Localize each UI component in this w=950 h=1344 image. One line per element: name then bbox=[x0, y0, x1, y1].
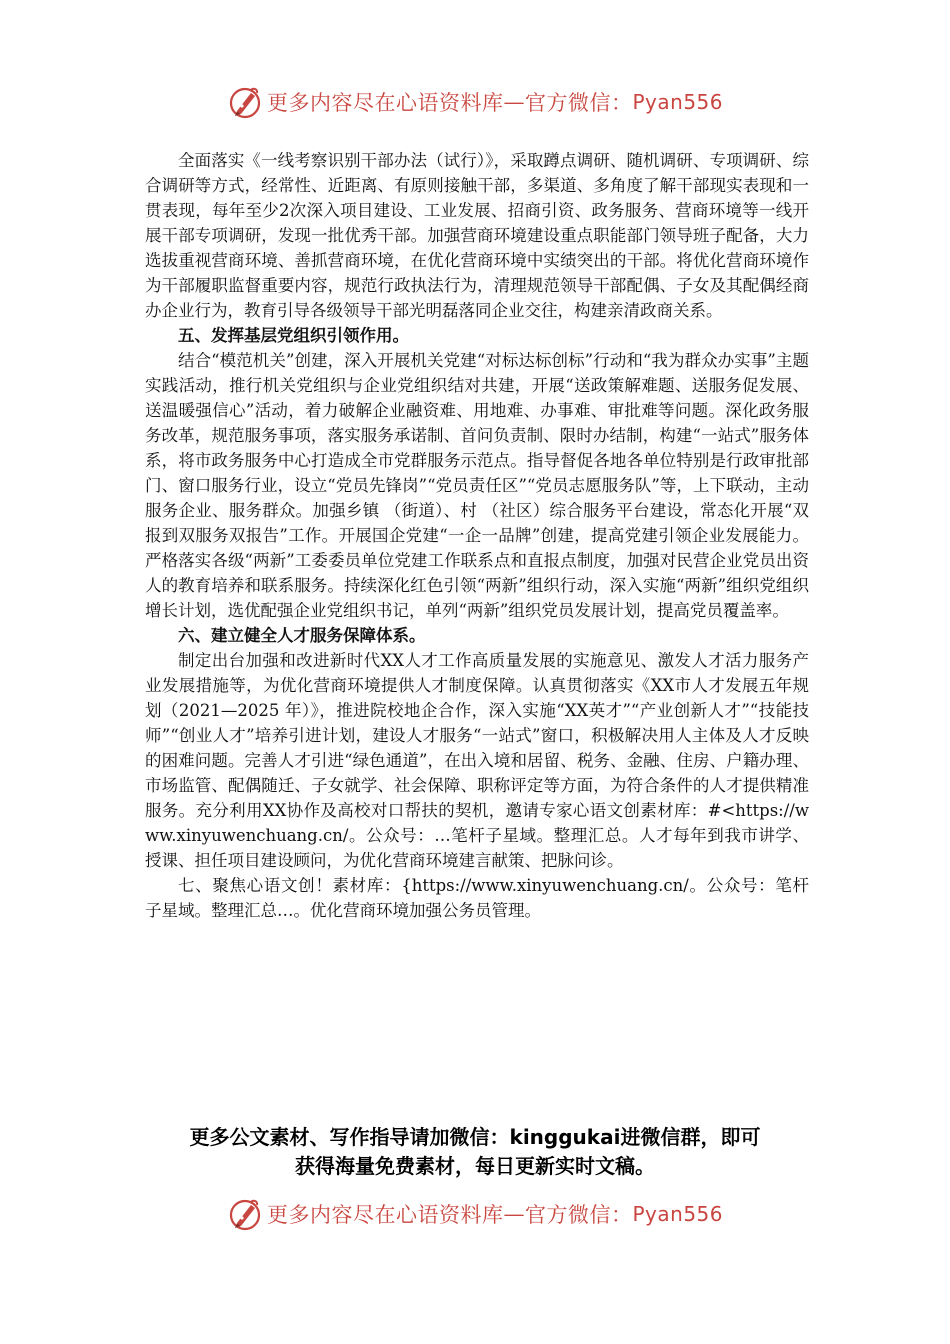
footer-note bbox=[140, 1123, 810, 1181]
banner-wechat-label: 官方微信： bbox=[524, 1203, 633, 1227]
paragraph-section-6: 制定出台加强和改进新时代XX人才工作高质量发展的实施意见、激发人才活力服务产业发展措施等，为优化营商环境提供人才制度保障。认真贯彻落实《XX市人才发展五年规划（2021—2025 年）》，推进院校地企合作，深入实施“XX英才”“产业创新人才”“技能技师”“创业人才”培养引进计划，建设人才服务“一站式”窗口，积极解决用人主体及人才反映的困难问题。完善人才引进“绿色通道”，在出入境和居留、税务、金融、住房、户籍办理、市场监管、配偶随迁、子女就学、社会保障、职称评定等方面，为符合条件的人才提供精准服务。充分利用XX协作及高校对口帮扶的契机，邀请专家心语文创素材库：#<https://www.xinyuwenchuang.cn/。公众号：…笔杆子星域。整理汇总。人才每年到我市讲学、授课、担任项目建设顾问，为优化营商环境建言献策、把脉问诊。 bbox=[145, 651, 809, 870]
header-banner-content bbox=[227, 84, 723, 120]
banner-separator: — bbox=[503, 90, 525, 114]
pen-nib-logo-icon bbox=[227, 1196, 263, 1232]
paragraph-intro: 全面落实《一线考察识别干部办法（试行）》，采取蹲点调研、随机调研、专项调研、综合调研等方式，经常性、近距离、有原则接触干部，多渠道、多角度了解干部现实表现和一贯表现，每年至少2次深入项目建设、工业发展、招商引资、政务服务、营商环境等一线开展干部专项调研，发现一批优秀干部。加强营商环境建设重点职能部门领导班子配备，大力选拔重视营商环境、善抓营商环境，在优化营商环境中实绩突出的干部。将优化营商环境作为干部履职监督重要内容，规范行政执法行为，清理规范领导干部配偶、子女及其配偶经商办企业行为，教育引导各级领导干部光明磊落同企业交往，构建亲清政商关系。 bbox=[145, 151, 809, 320]
banner-wechat-label: 官方微信： bbox=[524, 91, 633, 115]
banner-title: 更多内容尽在心语资料库 bbox=[266, 1203, 504, 1227]
banner-separator: — bbox=[503, 1202, 525, 1226]
footer-note-line-2: 获得海量免费素材，每日更新实时文稿。 bbox=[295, 1154, 655, 1178]
banner-wechat-id: Pyan556 bbox=[632, 1202, 723, 1226]
paragraph-section-5: 结合“模范机关”创建，深入开展机关党建“对标达标创标”行动和“我为群众办实事”主题实践活动，推行机关党组织与企业党组织结对共建，开展“送政策解难题、送服务促发展、送温暖强信心”活动，着力破解企业融资难、用地难、办事难、审批难等问题。深化政务服务改革，规范服务事项，落实服务承诺制、首问负责制、限时办结制，构建“一站式”服务体系，将市政务服务中心打造成全市党群服务示范点。指导督促各地各单位特别是行政审批部门、窗口服务行业，设立“党员先锋岗”“党员责任区”“党员志愿服务队”等，上下联动，主动服务企业、服务群众。加强乡镇 （街道）、村 （社区）综合服务平台建设，常态化开展“双报到双服务双报告”工作。开展国企党建“一企一品牌”创建，提高党建引领企业发展能力。严格落实各级“两新”工委委员单位党建工作联系点和直报点制度，加强对民营企业党员出资人的教育培养和联系服务。持续深化红色引领“两新”组织行动，深入实施“两新”组织党组织增长计划，选优配强企业党组织书记，单列“两新”组织党员发展计划，提高党员覆盖率。 bbox=[145, 351, 809, 620]
pen-nib-logo-icon bbox=[227, 84, 263, 120]
section-heading-5: 五、发挥基层党组织引领作用。 bbox=[178, 326, 409, 345]
section-heading-6: 六、建立健全人才服务保障体系。 bbox=[178, 626, 426, 645]
paragraph-section-7: 七、聚焦心语文创！素材库：{https://www.xinyuwenchuang.cn/。公众号：笔杆子星域。整理汇总…。优化营商环境加强公务员管理。 bbox=[145, 876, 809, 920]
footer-note-line-1: 更多公文素材、写作指导请加微信：kinggukai进微信群，即可 bbox=[189, 1125, 761, 1149]
footer-banner bbox=[0, 1192, 950, 1236]
footer-banner-content bbox=[227, 1196, 723, 1232]
banner-title: 更多内容尽在心语资料库 bbox=[266, 91, 504, 115]
banner-wechat-id: Pyan556 bbox=[632, 90, 723, 114]
document-body bbox=[145, 148, 809, 923]
header-banner bbox=[0, 80, 950, 124]
